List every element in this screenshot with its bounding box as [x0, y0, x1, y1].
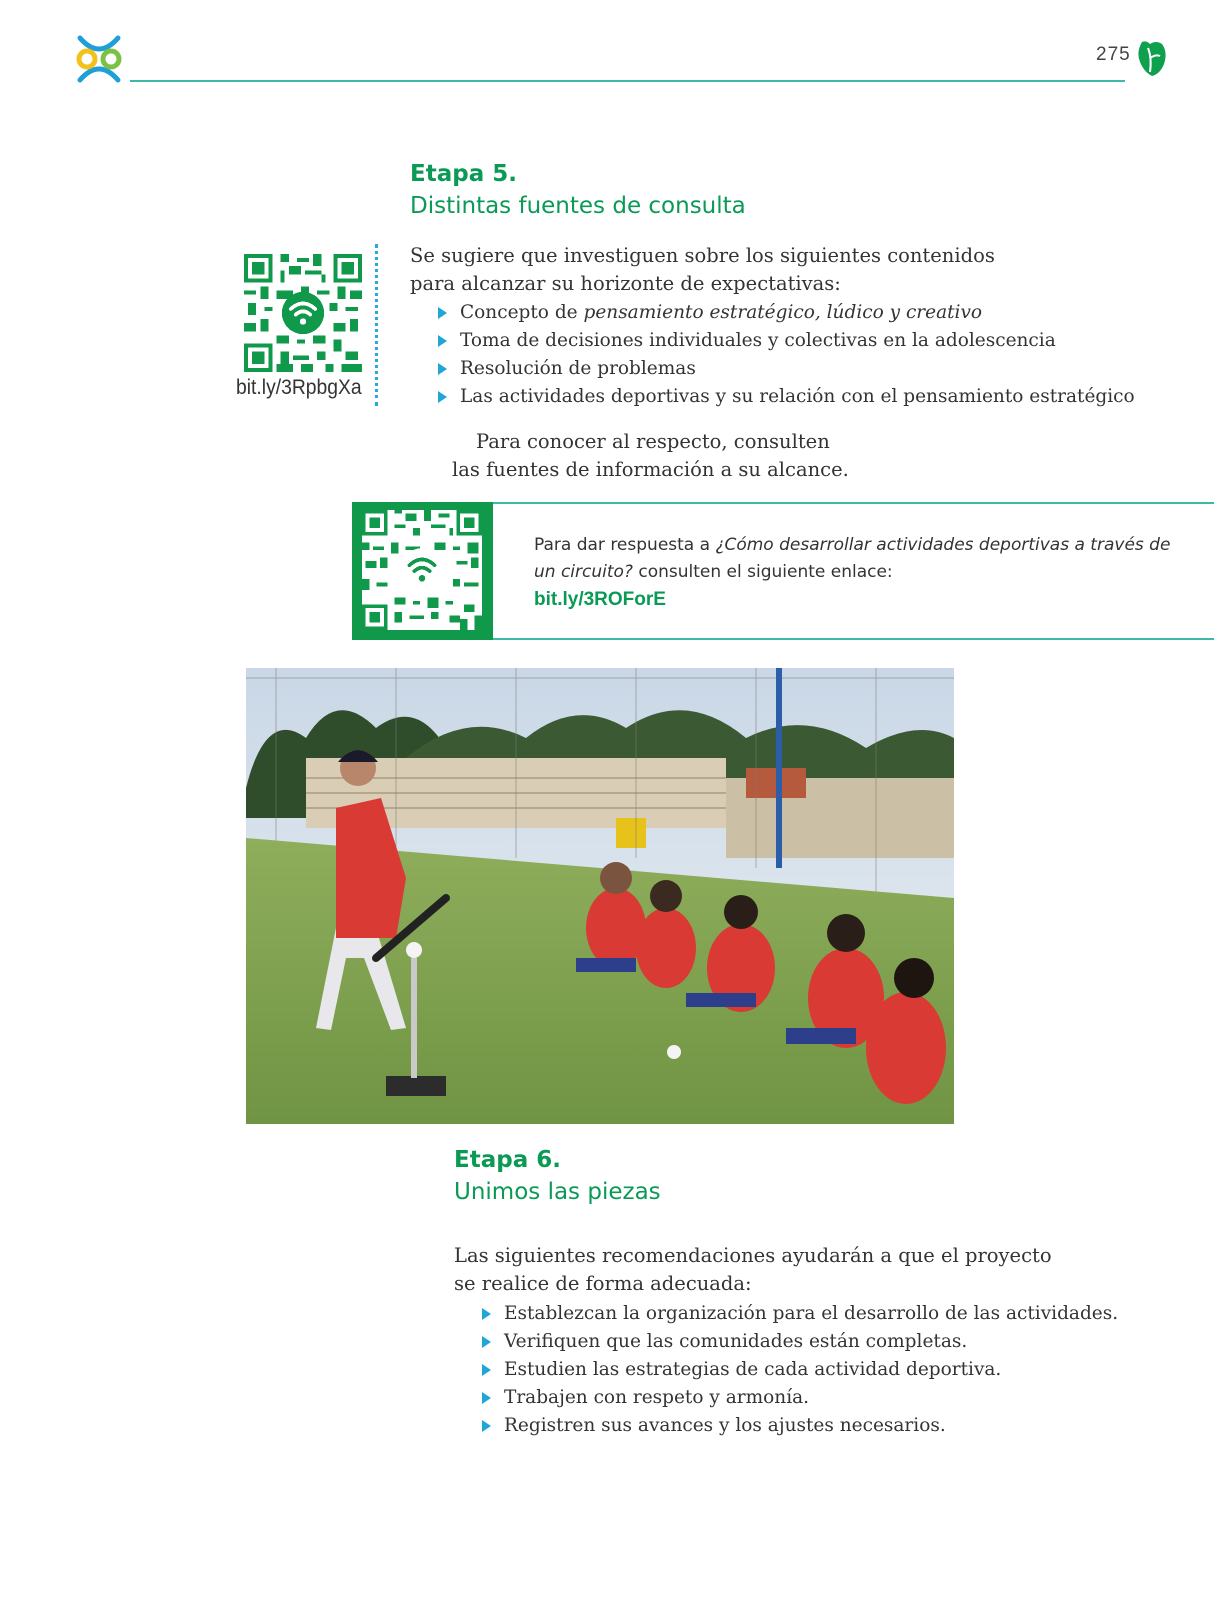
leaf-icon [1134, 38, 1168, 78]
photo-baseball-practice [246, 668, 954, 1124]
list-item: Establezcan la organización para el desarrollo de las actividades. [478, 1300, 1118, 1328]
stage6-number: Etapa 6. [454, 1147, 561, 1173]
stage5-intro: Se sugiere que investiguen sobre los siguientes contenidos para alcanzar su horizonte de expectativas: [410, 244, 995, 295]
list-item: Resolución de problemas [434, 355, 1135, 383]
stage5-title: Distintas fuentes de consulta [410, 193, 746, 219]
stage5-bullet-list [434, 299, 1135, 411]
stage5-heading [410, 158, 746, 222]
list-item: Verifiquen que las comunidades están completas. [478, 1328, 1118, 1356]
qr-code-icon[interactable] [362, 510, 482, 630]
link-box-text: Para dar respuesta a ¿Cómo desarrollar actividades deportivas a través de un circuito? consulten el siguiente enlace: bit.ly/3ROForE [534, 532, 1174, 613]
qr-link-1[interactable]: bit.ly/3RpbgXa [236, 376, 362, 399]
qr-code-icon[interactable] [244, 254, 362, 372]
list-item: Trabajen con respeto y armonía. [478, 1384, 1118, 1412]
stage5-closing: Para conocer al respecto, consulten las fuentes de información a su alcance. [452, 430, 849, 481]
list-item: Estudien las estrategias de cada actividad deportiva. [478, 1356, 1118, 1384]
page-number: 275 [1096, 44, 1131, 65]
list-item: Toma de decisiones individuales y colectivas en la adolescencia [434, 327, 1135, 355]
list-item: Las actividades deportivas y su relación con el pensamiento estratégico [434, 383, 1135, 411]
stage6-intro: Las siguientes recomendaciones ayudarán a que el proyecto se realice de forma adecuada: [454, 1244, 1052, 1295]
header-rule [130, 80, 1125, 82]
dotted-divider [375, 244, 378, 406]
stage6-title: Unimos las piezas [454, 1179, 661, 1205]
stage6-bullet-list [478, 1300, 1118, 1440]
list-item: Concepto de pensamiento estratégico, lúdico y creativo [434, 299, 1135, 327]
stage5-number: Etapa 5. [410, 161, 517, 187]
stage6-heading [454, 1144, 661, 1208]
list-item: Registren sus avances y los ajustes necesarios. [478, 1412, 1118, 1440]
series-logo-icon [74, 34, 124, 84]
qr-link-2[interactable]: bit.ly/3ROForE [534, 589, 666, 610]
